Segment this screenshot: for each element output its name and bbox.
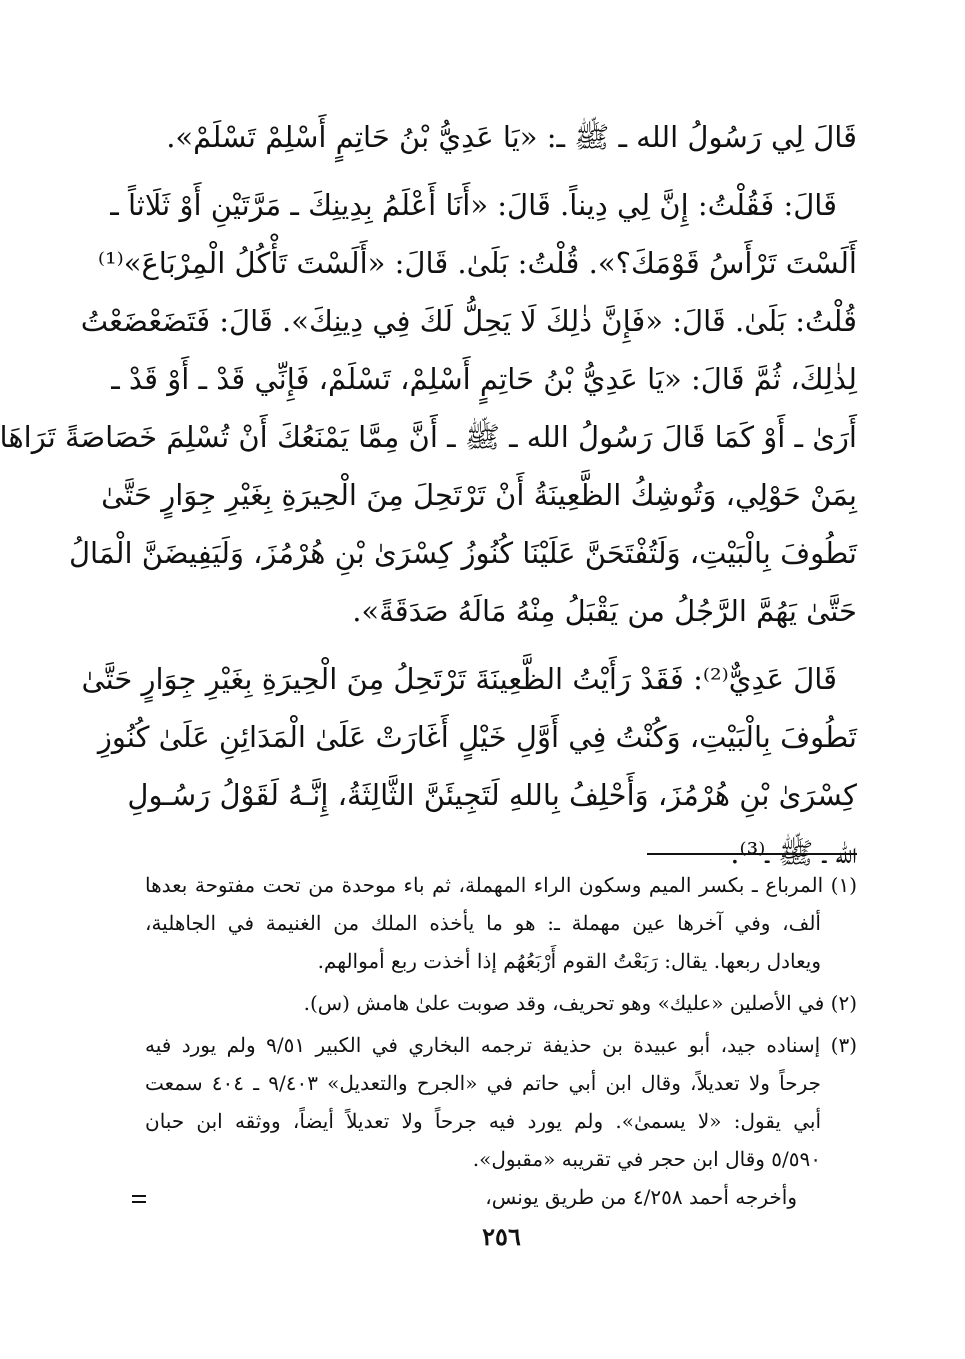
footnote-3-line-3: أبي يقول: «لا يسمىٰ». ولم يورد فيه جرحاً ولا تعديلاً أيضاً، ووثقه ابن حبان	[145, 1109, 821, 1133]
footnote-3-continuation: وأخرجه أحمد ٤/٢٥٨ من طريق يونس،	[485, 1185, 797, 1209]
continuation-mark	[132, 1195, 146, 1203]
footnote-3-line-1: (٣) إسناده جيد، أبو عبيدة بن حذيفة ترجمه البخاري في الكبير ٩/٥١ ولم يورد فيه	[145, 1033, 857, 1057]
main-line-13: الله ـ ﷺ ـ⁽³⁾.	[730, 836, 857, 870]
footnote-separator	[647, 853, 857, 855]
footnote-3-line-2: جرحاً ولا تعديلاً، وقال ابن أبي حاتم في «الجرح والتعديل» ٩/٤٠٣ ـ ٤٠٤ سمعت	[145, 1071, 821, 1095]
main-line-11: تَطُوفَ بِالْبَيْتِ، وَكُنْتُ فِي أَوَّلِ خَيْلٍ أَغَارَتْ عَلَىٰ الْمَدَائِنِ عَلَىٰ كُنُوزِ	[97, 720, 857, 754]
footnote-3-line-4: ٥/٥٩٠ وقال ابن حجر في تقريبه «مقبول».	[472, 1147, 821, 1171]
page-number: ٢٥٦	[482, 1222, 521, 1251]
footnote-2: (٢) في الأصلين «عليك» وهو تحريف، وقد صوبت علىٰ هامش (س).	[303, 991, 857, 1015]
main-line-7: بِمَنْ حَوْلِي، وَتُوشِكُ الظَّعِينَةُ أَنْ تَرْتَحِلَ مِنَ الْحِيرَةِ بِغَيْرِ جِوَارٍ حَتَّىٰ	[101, 478, 857, 512]
main-line-9: حَتَّىٰ يَهُمَّ الرَّجُلُ من يَقْبَلُ مِنْهُ مَالَهُ صَدَقَةً».	[352, 594, 857, 628]
main-text	[0, 108, 857, 882]
main-line-4: قُلْتُ: بَلَىٰ. قَالَ: «فَإِنَّ ذٰلِكَ لَا يَحِلُّ لَكَ فِي دِينِكَ». قَالَ: فَتَضَعْضَعْتُ	[80, 304, 857, 338]
footnote-1-line-3: ويعادل ربعها. يقال: رَبَعْتُ القوم أَرْبَعُهُم إذا أخذت ربع أموالهم.	[317, 949, 821, 973]
main-line-10: قَالَ عَدِيٌّ⁽²⁾: فَقَدْ رَأَيْتُ الظَّعِينَةَ تَرْتَحِلُ مِنَ الْحِيرَةِ بِغَيْرِ جِوَارٍ حَتَّىٰ	[81, 662, 837, 696]
footnote-1-line-2: ألف، وفي آخرها عين مهملة ـ: هو ما يأخذه الملك من الغنيمة في الجاهلية،	[145, 911, 821, 935]
main-line-8: تَطُوفَ بِالْبَيْتِ، وَلَتُفْتَحَنَّ عَلَيْنَا كُنُوزُ كِسْرَىٰ بْنِ هُرْمُزَ، وَلَيَفِيضَنَّ الْمَالُ	[68, 536, 857, 570]
main-line-12: كِسْرَىٰ بْنِ هُرْمُزَ، وَأَحْلِفُ بِاللهِ لَتَجِيئَنَّ الثَّالِثَةُ، إِنَّـهُ لَقَوْلُ رَسُـولِ	[127, 778, 857, 812]
footnotes	[145, 866, 857, 1216]
main-line-2: قَالَ: فَقُلْتُ: إِنَّ لِي دِيناً. قَالَ: «أَنَا أَعْلَمُ بِدِينِكَ ـ مَرَّتَيْنِ أَوْ ثَلَاثاً ـ	[110, 188, 837, 222]
main-line-3: أَلَسْتَ تَرْأَسُ قَوْمَكَ؟». قُلْتُ: بَلَىٰ. قَالَ: «أَلَسْتَ تَأْكُلُ الْمِرْبَاعَ»⁽¹⁾	[97, 246, 857, 280]
main-line-6: أَرَىٰ ـ أَوْ كَمَا قَالَ رَسُولُ الله ـ ﷺ ـ أَنَّ مِمَّا يَمْنَعُكَ أَنْ تُسْلِمَ خَصَاصَةً تَرَاهَا	[0, 420, 857, 454]
main-line-5: لِذٰلِكَ، ثُمَّ قَالَ: «يَا عَدِيُّ بْنُ حَاتِمٍ أَسْلِمْ، تَسْلَمْ، فَإِنِّي قَدْ ـ أَوْ قَدْ ـ	[111, 362, 857, 396]
footnote-1-line-1: (١) المرباع ـ بكسر الميم وسكون الراء المهملة، ثم باء موحدة من تحت مفتوحة بعدها	[145, 873, 857, 897]
main-line-1: قَالَ لِي رَسُولُ الله ـ ﷺ ـ: «يَا عَدِيُّ بْنُ حَاتِمٍ أَسْلِمْ تَسْلَمْ».	[166, 120, 857, 154]
